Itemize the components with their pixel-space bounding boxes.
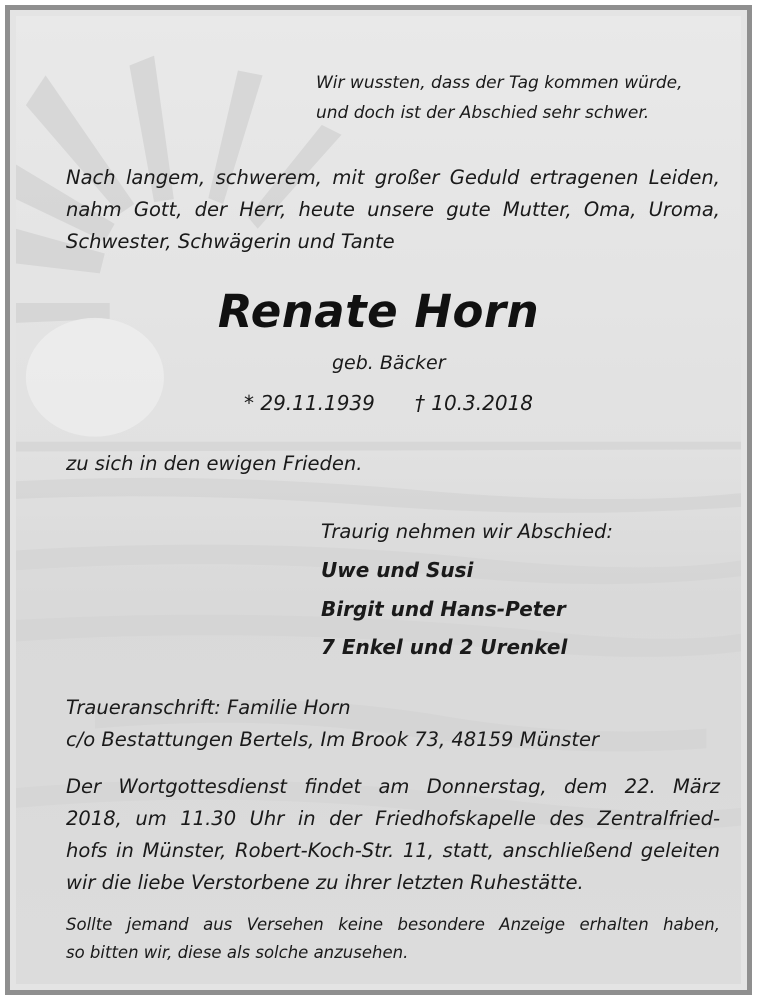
life-dates: [244, 387, 533, 419]
deceased-name: Renate Horn: [217, 285, 540, 338]
address-line-2: c/o Bestattungen Bertels, Im Brook 73, 48159 Münster: [66, 728, 599, 751]
mourners-block: [321, 513, 613, 667]
notice-line-2: so bitten wir, diese als solche anzusehen.: [66, 943, 409, 962]
notice-paragraph: [66, 911, 720, 967]
service-line-1: Der Wortgottesdienst findet am Donnerstag, dem 22. März: [66, 775, 720, 798]
service-line-2: 2018, um 11.30 Uhr in der Friedhofskapelle des Zentralfried-: [66, 807, 720, 830]
address-line-1: Traueranschrift: Familie Horn: [66, 696, 351, 719]
intro-line-2: nahm Gott, der Herr, heute unsere gute Mutter, Oma, Uroma,: [66, 198, 720, 221]
obituary-panel: [16, 16, 741, 984]
motto-line-2: und doch ist der Abschied sehr schwer.: [316, 103, 650, 123]
motto: [316, 68, 683, 128]
mourners-heading: Traurig nehmen wir Abschied:: [321, 520, 613, 543]
service-line-4: wir die liebe Verstorbene zu ihrer letzten Ruhestätte.: [66, 871, 584, 894]
intro-paragraph: [66, 162, 720, 258]
mourner-name: 7 Enkel und 2 Urenkel: [321, 635, 568, 659]
birth-date: * 29.11.1939: [244, 391, 375, 415]
obituary-border: [5, 5, 752, 995]
service-line-3: hofs in Münster, Robert-Koch-Str. 11, statt, anschließend geleiten: [66, 839, 720, 862]
service-paragraph: [66, 771, 720, 899]
motto-line-1: Wir wussten, dass der Tag kommen würde,: [316, 73, 683, 93]
mourner-name: Uwe und Susi: [321, 558, 474, 582]
notice-line-1: Sollte jemand aus Versehen keine besondere Anzeige erhalten haben,: [66, 915, 720, 934]
mourner-name: Birgit und Hans-Peter: [321, 596, 566, 621]
intro-line-1: Nach langem, schwerem, mit großer Geduld ertragenen Leiden,: [66, 166, 720, 189]
mourning-address: [66, 692, 599, 756]
conclusion-line: zu sich in den ewigen Frieden.: [66, 452, 363, 475]
death-date: † 10.3.2018: [414, 391, 534, 415]
intro-line-3: Schwester, Schwägerin und Tante: [66, 230, 395, 253]
birth-name: geb. Bäcker: [332, 352, 446, 374]
